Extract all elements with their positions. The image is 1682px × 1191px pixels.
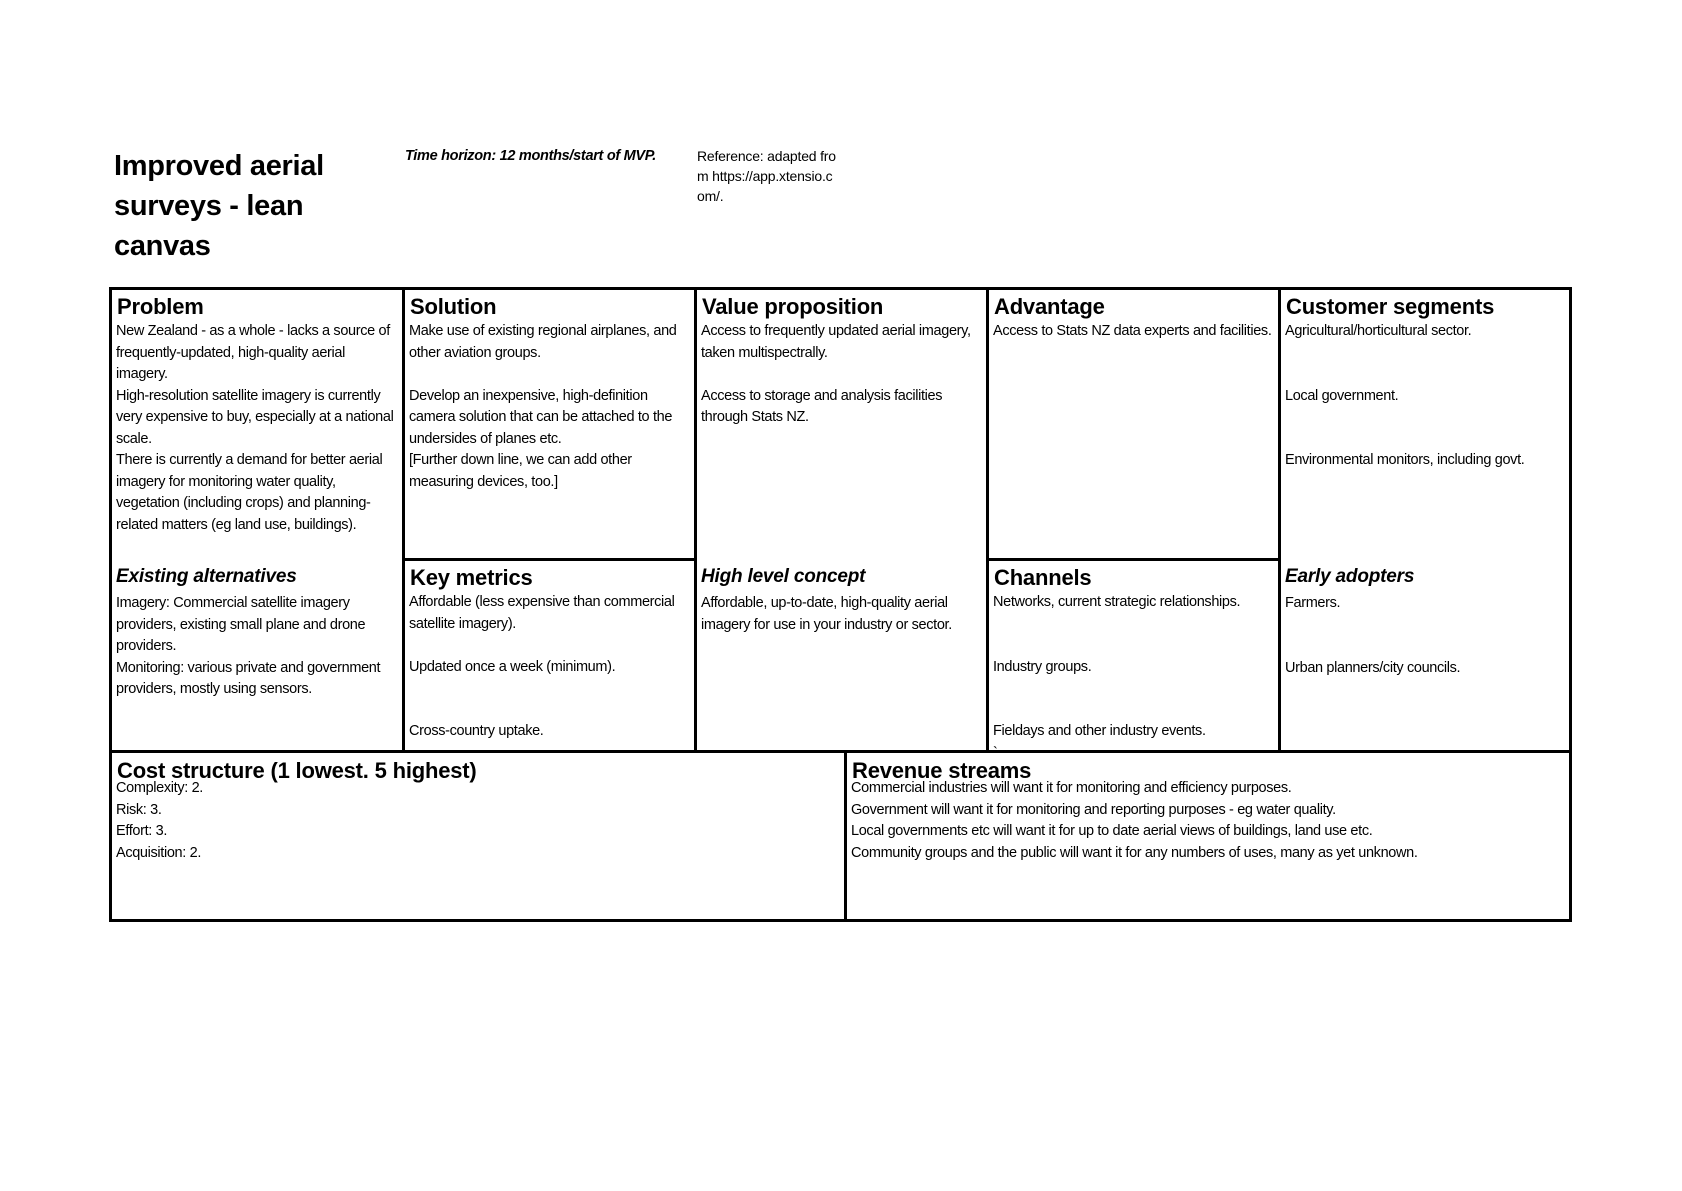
solution-heading: Solution [410,294,497,319]
cell-text-line: Updated once a week (minimum). [409,658,616,675]
lean-canvas [109,287,1572,922]
cell-text-line: [Further down line, we can add other measuring devices, too.] [409,452,632,490]
cell-text-line: Monitoring: various private and government providers, mostly using sensors. [116,659,381,697]
blank-line [993,614,1274,636]
cell-text-line: Access to Stats NZ data experts and facilities. [993,323,1272,339]
cell-text-line: Complexity: 2. [116,780,203,796]
cell-text-line: Networks, current strategic relationships. [993,594,1241,610]
cell-channels [986,558,1278,761]
blank-line [409,678,690,700]
cell-text-line: Community groups and the public will want it for any numbers of uses, many as yet unknown. [851,844,1418,861]
revenue-streams-heading: Revenue streams [852,758,1032,783]
cell-text-line: Government will want it for monitoring and reporting purposes - eg water quality. [851,801,1336,818]
key-metrics-heading: Key metrics [410,565,533,590]
cell-problem [112,290,402,560]
cell-advantage [986,290,1278,560]
cell-text-line: Environmental monitors, including govt. [1285,452,1525,468]
cell-text-line: There is currently a demand for better aerial imagery for monitoring water quality, vegetation (including crops) and planning-related matters (eg land use, buildings). [116,452,383,533]
blank-line [701,364,982,386]
cell-text-line: Risk: 3. [116,801,162,818]
blank-line [409,700,690,722]
cell-revenue-streams [844,750,1569,919]
cell-text-line: Industry groups. [993,658,1092,675]
blank-line [1285,636,1565,658]
blank-line [993,678,1274,700]
cell-text-line: Imagery: Commercial satellite imagery providers, existing small plane and drone providers. [116,595,366,654]
blank-line [1285,429,1565,451]
cell-text-line: Make use of existing regional airplanes, and other aviation groups. [409,323,677,361]
page-title: Improved aerial surveys - lean canvas [114,150,324,262]
cell-existing-alternatives [112,560,402,750]
value-proposition-heading: Value proposition [702,294,884,319]
cell-text-line: Affordable, up-to-date, high-quality aerial imagery for use in your industry or sector. [701,595,952,633]
cell-text-line: Access to storage and analysis facilities through Stats NZ. [701,387,943,425]
cell-customer-segments [1278,290,1569,560]
channels-heading: Channels [994,565,1092,590]
blank-line [1285,364,1565,386]
cell-text-line: High-resolution satellite imagery is currently very expensive to buy, especially at a national scale. [116,387,394,447]
cell-text-line: Develop an inexpensive, high-definition camera solution that can be attached to the undersides of planes etc. [409,387,673,447]
blank-line [409,635,690,657]
blank-line [993,635,1274,657]
time-horizon: Time horizon: 12 months/start of MVP. [405,148,657,164]
cell-text-line: Cross-country uptake. [409,723,544,739]
blank-line [1285,407,1565,429]
cell-text-line: Affordable (less expensive than commercial satellite imagery). [409,594,675,632]
cell-text-line: Local government. [1285,387,1399,404]
cell-text-line: Acquisition: 2. [116,844,202,861]
cell-value-proposition [694,290,986,560]
cell-key-metrics [402,558,694,750]
cell-text-line: ` [993,744,998,761]
cell-high-level-concept [694,560,986,750]
cell-solution [402,290,694,560]
customer-segments-heading: Customer segments [1286,294,1495,319]
cell-text-line: Fieldays and other industry events. [993,723,1206,739]
cell-text-line: Farmers. [1285,595,1341,611]
blank-line [1285,343,1565,365]
blank-line [1285,615,1565,637]
advantage-heading: Advantage [994,294,1105,319]
high-level-concept-heading: High level concept [701,566,866,587]
reference-note: Reference: adapted from https://app.xtensio.com/. [697,148,836,204]
cell-early-adopters [1278,560,1569,750]
cell-text-line: Access to frequently updated aerial imagery, taken multispectrally. [701,323,971,361]
cell-text-line: Commercial industries will want it for monitoring and efficiency purposes. [851,780,1292,796]
existing-alternatives-heading: Existing alternatives [116,566,297,587]
cell-text-line: New Zealand - as a whole - lacks a source of frequently-updated, high-quality aerial imagery. [116,323,390,382]
cell-text-line: Urban planners/city councils. [1285,659,1461,676]
problem-heading: Problem [117,294,204,319]
cell-text-line: Local governments etc will want it for up to date aerial views of buildings, land use etc. [851,823,1373,839]
blank-line [993,700,1274,722]
early-adopters-heading: Early adopters [1285,566,1415,587]
cost-structure-heading: Cost structure (1 lowest. 5 highest) [117,758,477,783]
blank-line [409,364,690,386]
cell-text-line: Agricultural/horticultural sector. [1285,323,1472,339]
cell-text-line: Effort: 3. [116,823,168,839]
cell-cost-structure [112,750,844,919]
